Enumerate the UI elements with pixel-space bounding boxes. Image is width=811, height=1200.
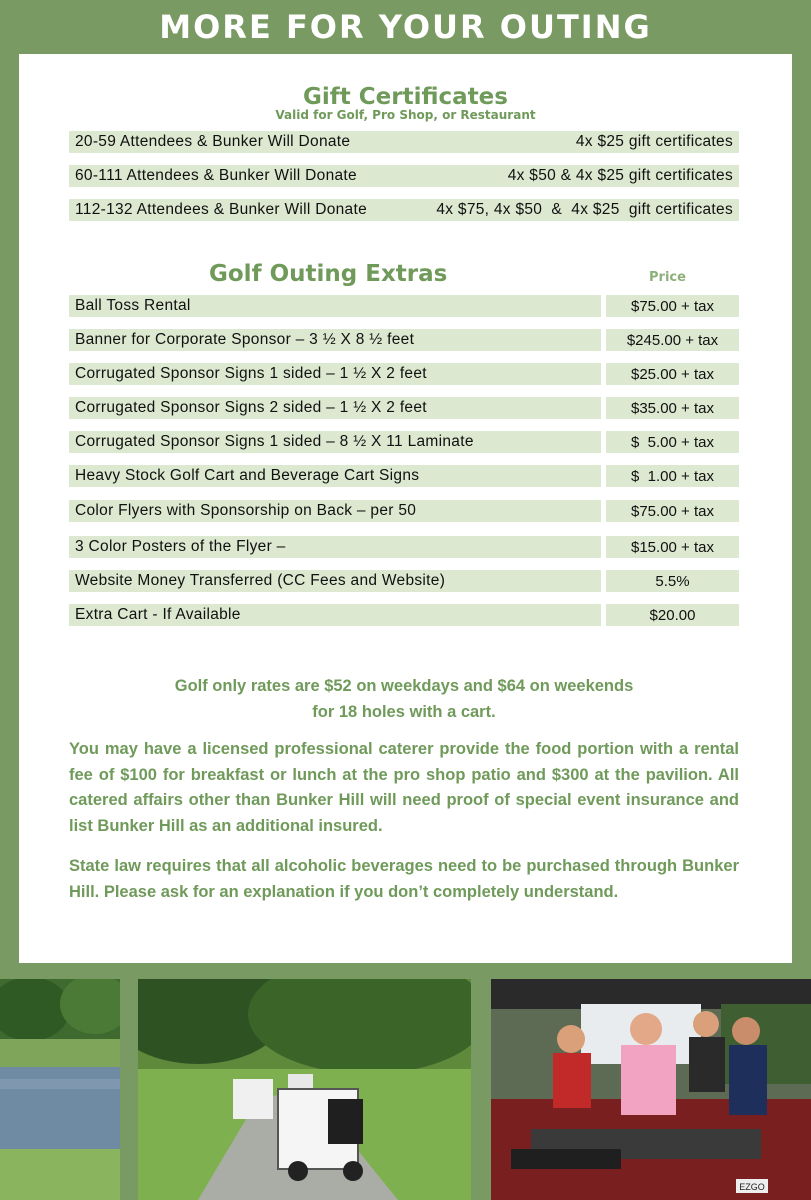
extra-item-name: Banner for Corporate Sponsor – 3 ½ X 8 ½ feet — [69, 329, 601, 351]
extra-item-name: Corrugated Sponsor Signs 2 sided – 1 ½ X 2 feet — [69, 397, 601, 419]
page-header — [0, 0, 811, 54]
gift-row-label: 60-111 Attendees & Bunker Will Donate — [75, 167, 357, 184]
extra-item-price: 5.5% — [606, 570, 739, 592]
extra-item-name: 3 Color Posters of the Flyer – — [69, 536, 601, 558]
rates-note — [69, 674, 739, 725]
golfers-in-cart-photo — [491, 979, 811, 1200]
price-column-header: Price — [649, 270, 686, 285]
rates-line-2: for 18 holes with a cart. — [312, 702, 496, 721]
golfers-in-cart-image — [491, 979, 811, 1200]
extra-item-name: Extra Cart - If Available — [69, 604, 601, 626]
extra-item-name: Corrugated Sponsor Signs 1 sided – 8 ½ X 11 Laminate — [69, 431, 601, 453]
gift-row-label: 112-132 Attendees & Bunker Will Donate — [75, 201, 368, 218]
content-panel — [19, 54, 792, 963]
extra-item-price: $75.00 + tax — [606, 295, 739, 317]
gift-row-value: 4x $25 gift certificates — [575, 133, 733, 150]
extra-item-name: Color Flyers with Sponsorship on Back – per 50 — [69, 500, 601, 522]
extra-item-price: $15.00 + tax — [606, 536, 739, 558]
cart-badge: EZGO — [739, 1182, 765, 1192]
alcohol-note: State law requires that all alcoholic beverages need to be purchased through Bunker Hill. Please ask for an explanation if you don’t completely understand. — [69, 857, 739, 901]
gift-row-value: 4x $50 & 4x $25 gift certificates — [507, 167, 733, 184]
rates-line-1: Golf only rates are $52 on weekdays and $64 on weekends — [174, 677, 634, 695]
caterer-note: You may have a licensed professional caterer provide the food portion with a rental fee of $100 for breakfast or lunch at the pro shop patio and $300 at the pavilion. All catered affairs other than Bunker Hill will need proof of special event insurance and list Bunker Hill as an additional insured. — [69, 740, 739, 835]
gift-row-label: 20-59 Attendees & Bunker Will Donate — [75, 133, 351, 150]
pond-image — [0, 979, 120, 1200]
extra-item-name: Corrugated Sponsor Signs 1 sided – 1 ½ X 2 feet — [69, 363, 601, 385]
extras-title: Golf Outing Extras — [209, 261, 448, 287]
extra-item-price: $ 5.00 + tax — [606, 431, 739, 453]
extra-item-price: $ 1.00 + tax — [606, 465, 739, 487]
extra-item-price: $245.00 + tax — [606, 329, 739, 351]
extra-item-name: Website Money Transferred (CC Fees and Website) — [69, 570, 601, 592]
extra-item-price: $75.00 + tax — [606, 500, 739, 522]
page-title: MORE FOR YOUR OUTING — [159, 8, 652, 46]
gift-certificates-subtitle: Valid for Golf, Pro Shop, or Restaurant — [275, 108, 536, 122]
gift-row — [69, 131, 739, 153]
carts-on-path-image — [138, 979, 471, 1200]
gift-row — [69, 165, 739, 187]
extra-item-name: Ball Toss Rental — [69, 295, 601, 317]
photo-strip — [0, 963, 811, 1200]
extra-item-price: $20.00 — [606, 604, 739, 626]
extra-item-name: Heavy Stock Golf Cart and Beverage Cart Signs — [69, 465, 601, 487]
pond-photo — [0, 979, 120, 1200]
gift-row-value: 4x $75, 4x $50 & 4x $25 gift certificates — [436, 201, 733, 218]
extra-item-price: $25.00 + tax — [606, 363, 739, 385]
gift-certificates-title: Gift Certificates — [303, 84, 508, 110]
extra-item-price: $35.00 + tax — [606, 397, 739, 419]
carts-on-path-photo — [138, 979, 471, 1200]
gift-row — [69, 199, 739, 221]
